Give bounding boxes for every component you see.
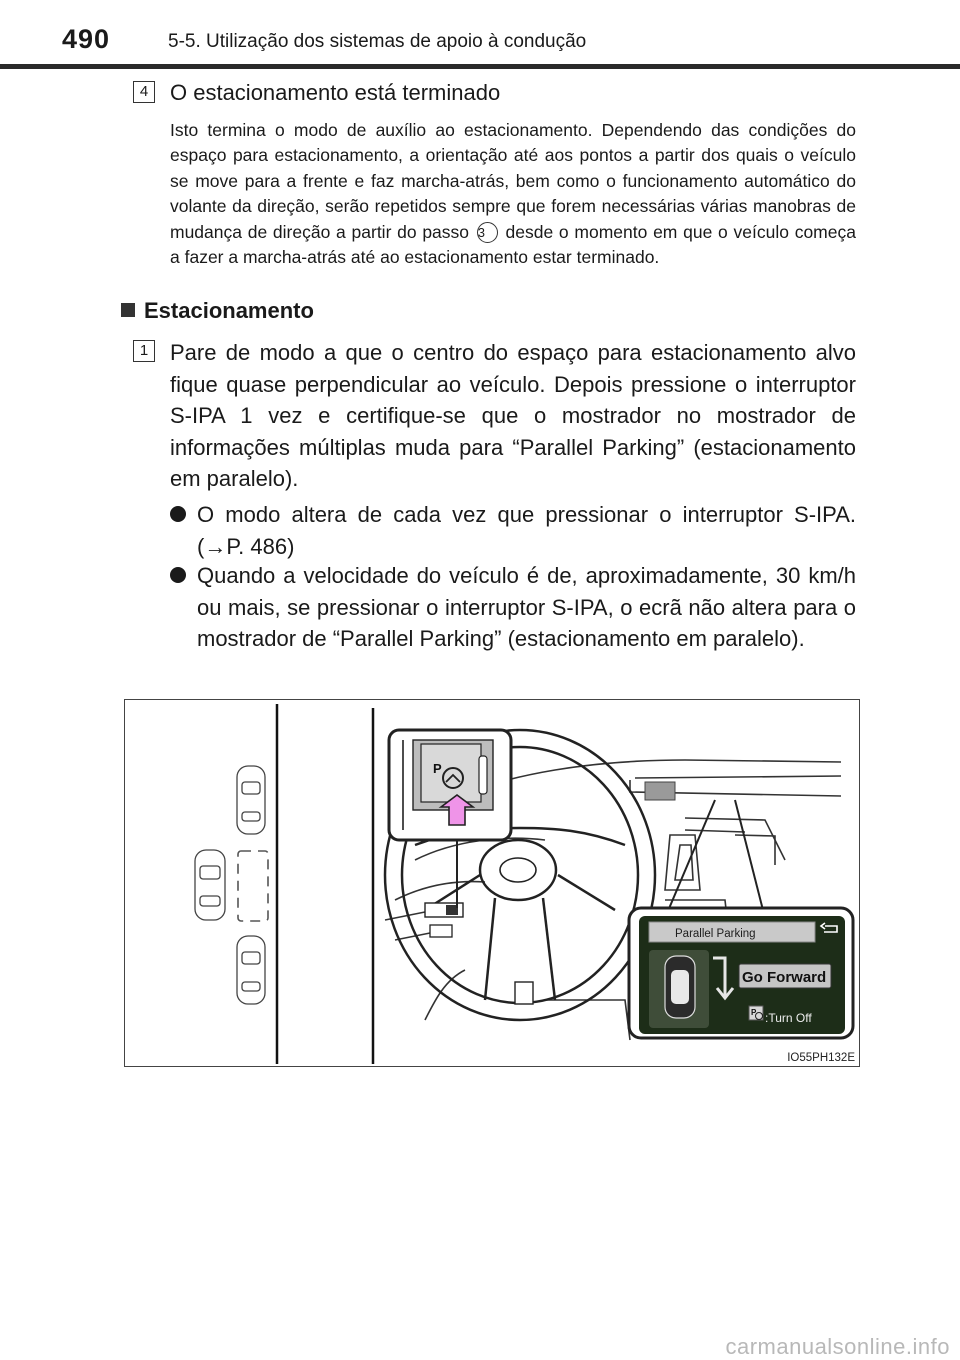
screen-title: Parallel Parking xyxy=(675,928,756,940)
screen-hint-icon-label: P xyxy=(751,1008,757,1017)
switch-label: P xyxy=(433,761,442,776)
bullet-1-text: O modo altera de cada vez que pressionar o interruptor S-IPA. (→P. 486) xyxy=(197,502,856,559)
bullet-dot-icon xyxy=(170,506,186,522)
page-number: 490 xyxy=(62,24,111,54)
heading-text: Estacionamento xyxy=(144,298,314,323)
figure-code: IO55PH132E xyxy=(787,1052,855,1064)
bullet-2-text: Quando a velocidade do veículo é de, aproximadamente, 30 km/h ou mais, se pressionar o interruptor S-IPA, o ecrã não altera para o mostrador de “Parallel Parking” (estacionamento em paralelo). xyxy=(197,563,856,651)
parking-figure xyxy=(124,699,860,1067)
bullet-dot-icon xyxy=(170,567,186,583)
screen-go-forward: Go Forward xyxy=(742,969,827,986)
section-title: 5-5. Utilização dos sistemas de apoio à condução xyxy=(168,31,587,52)
watermark: carmanualsonline.info xyxy=(725,1334,950,1359)
step-1-text: Pare de modo a que o centro do espaço para estacionamento alvo fique quase perpendicular ao veículo. Depois pressione o interruptor S-IPA 1 vez e certifique-se que o mostrador no mostrador de informações múltiplas muda para “Parallel Parking” (estacionamento em paralelo). xyxy=(170,340,856,491)
heading-square-icon xyxy=(121,303,135,317)
screen-hint: :Turn Off xyxy=(765,1011,812,1025)
step-1-badge: 1 xyxy=(133,340,155,362)
item-4-text-after: desde o momento em que o veículo começa a fazer a marcha-atrás até ao estacionamento estar terminado. xyxy=(170,221,856,268)
bullet-2 xyxy=(170,560,856,655)
car-top-icon xyxy=(237,936,265,1004)
figure-illustration xyxy=(125,700,860,1067)
car-top-icon xyxy=(195,850,225,920)
bullet-1 xyxy=(170,499,856,562)
header-rule xyxy=(0,64,960,69)
step-3-reference: 3 xyxy=(477,222,498,243)
section-heading xyxy=(121,298,314,324)
step-4-badge: 4 xyxy=(133,81,155,103)
item-4-title: O estacionamento está terminado xyxy=(170,80,501,105)
item-4-text-before: Isto termina o modo de auxílio ao estacionamento. Dependendo das condições do espaço para estacionamento, a orientação até aos pontos a partir dos quais o veículo se move para a frente e faz marcha-atrás, bem como o funcionamento automático do volante da direção, serão repetidos sempre que forem necessárias várias manobras de mudança de direção a partir do passo xyxy=(170,120,856,242)
item-4-body xyxy=(170,118,856,270)
car-top-icon xyxy=(237,766,265,834)
parking-switch-inset xyxy=(389,730,511,840)
